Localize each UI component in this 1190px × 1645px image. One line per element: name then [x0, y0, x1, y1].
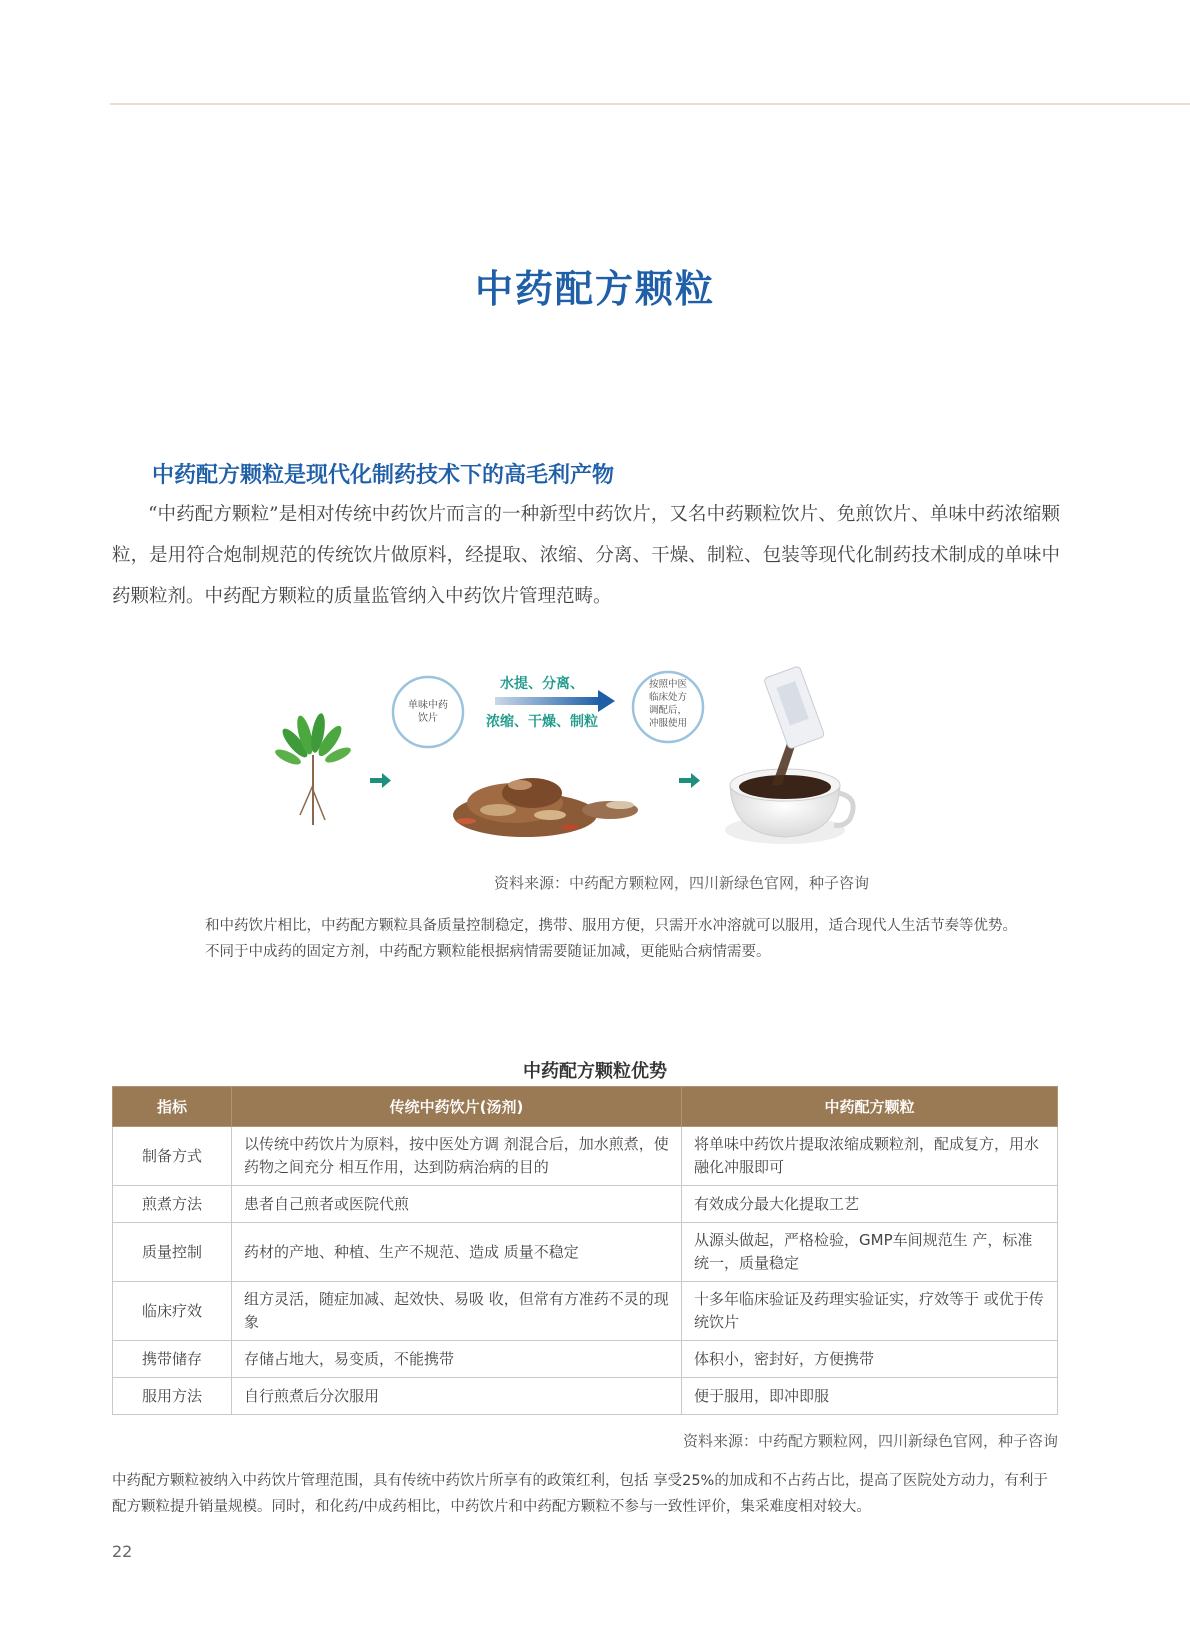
process-label-top: 水提、分离、: [500, 676, 584, 692]
arrow-icon: [370, 773, 391, 788]
row-granule: 有效成分最大化提取工艺: [682, 1186, 1058, 1223]
row-granule: 便于服用，即冲即服: [682, 1378, 1058, 1415]
process-label-bottom: 浓缩、干燥、制粒: [486, 714, 598, 730]
advantages-table: [112, 1086, 1058, 1415]
herb-plant-icon: [273, 712, 353, 825]
table-row: [113, 1378, 1058, 1415]
bubble2-line3: 调配后，: [648, 705, 688, 716]
process-diagram: [270, 665, 900, 880]
row-granule: 体积小，密封好，方便携带: [682, 1341, 1058, 1378]
table-row: [113, 1282, 1058, 1341]
header-traditional: 传统中药饮片(汤剂): [232, 1087, 682, 1127]
bubble2-line1: 按照中医: [648, 679, 688, 690]
bubble1-line2: 饮片: [418, 713, 438, 724]
row-granule: 十多年临床验证及药理实验证实，疗效等于 或优于传统饮片: [682, 1282, 1058, 1341]
page-title: 中药配方颗粒: [474, 266, 715, 311]
row-traditional: 组方灵活，随症加减、起效快、易吸 收，但常有方准药不灵的现象: [232, 1282, 682, 1341]
table-title: 中药配方颗粒优势: [523, 1061, 667, 1082]
page-number: 22: [112, 1542, 133, 1561]
granule-cup-icon: [725, 666, 853, 844]
table-row: [113, 1223, 1058, 1282]
herb-pile-icon: [453, 778, 638, 837]
bubble2-line2: 临床处方: [648, 692, 688, 703]
arrow-icon: [679, 773, 700, 788]
row-indicator: 制备方式: [113, 1127, 232, 1186]
bubble2-line4: 冲服使用: [648, 718, 688, 729]
row-indicator: 临床疗效: [113, 1282, 232, 1341]
intro-paragraph: “中药配方颗粒”是相对传统中药饮片而言的一种新型中药饮片，又名中药颗粒饮片、免煎饮片、单味中药浓缩颗粒，是用符合炮制规范的传统饮片做原料，经提取、浓缩、分离、干燥、制粒、包装等现代化制药技术制成的单味中药颗粒剂。中药配方颗粒的质量监管纳入中药饮片管理范畴。: [112, 504, 1060, 607]
row-indicator: 携带储存: [113, 1341, 232, 1378]
row-indicator: 煎煮方法: [113, 1186, 232, 1223]
table-source: 资料来源：中药配方颗粒网，四川新绿色官网，种子咨询: [682, 1432, 1058, 1450]
row-traditional: 存储占地大，易变质，不能携带: [232, 1341, 682, 1378]
bottom-paragraph: 中药配方颗粒被纳入中药饮片管理范围，具有传统中药饮片所享有的政策红利，包括 享受25%的加成和不占药占比，提高了医院处方动力，有利于配方颗粒提升销量规模。同时，和化药/中成药相比，中药饮片和中药配方颗粒不参与一致性评价，集采难度相对较大。: [112, 1473, 1048, 1515]
header-granule: 中药配方颗粒: [682, 1087, 1058, 1127]
bubble-decoction-pieces: [393, 677, 463, 747]
table-row: [113, 1186, 1058, 1223]
process-arrow-icon: [495, 690, 615, 712]
figure-source: 资料来源：中药配方颗粒网，四川新绿色官网，种子咨询: [494, 874, 870, 892]
row-granule: 从源头做起，严格检验，GMP车间规范生 产，标准统一，质量稳定: [682, 1223, 1058, 1282]
row-traditional: 自行煎煮后分次服用: [232, 1378, 682, 1415]
process-figure: [270, 665, 900, 880]
figure-description: 和中药饮片相比，中药配方颗粒具备质量控制稳定，携带、服用方便，只需开水冲溶就可以服用，适合现代人生活节奏等优势。不同于中成药的固定方剂，中药配方颗粒能根据病情需要随证加减，更能贴合病情需要。: [205, 918, 1017, 960]
bubble-prescription: [633, 672, 703, 742]
row-traditional: 药材的产地、种植、生产不规范、造成 质量不稳定: [232, 1223, 682, 1282]
table-header-row: [113, 1087, 1058, 1127]
row-traditional: 以传统中药饮片为原料，按中医处方调 剂混合后，加水煎煮，使药物之间充分 相互作用，达到防病治病的目的: [232, 1127, 682, 1186]
table-row: [113, 1341, 1058, 1378]
table-row: [113, 1127, 1058, 1186]
row-granule: 将单味中药饮片提取浓缩成颗粒剂，配成复方，用水融化冲服即可: [682, 1127, 1058, 1186]
bubble1-line1: 单味中药: [408, 700, 448, 711]
row-indicator: 质量控制: [113, 1223, 232, 1282]
top-rule: [110, 103, 1190, 105]
row-traditional: 患者自己煎者或医院代煎: [232, 1186, 682, 1223]
section-heading: 中药配方颗粒是现代化制药技术下的高毛利产物: [152, 463, 615, 488]
header-indicator: 指标: [113, 1087, 232, 1127]
row-indicator: 服用方法: [113, 1378, 232, 1415]
